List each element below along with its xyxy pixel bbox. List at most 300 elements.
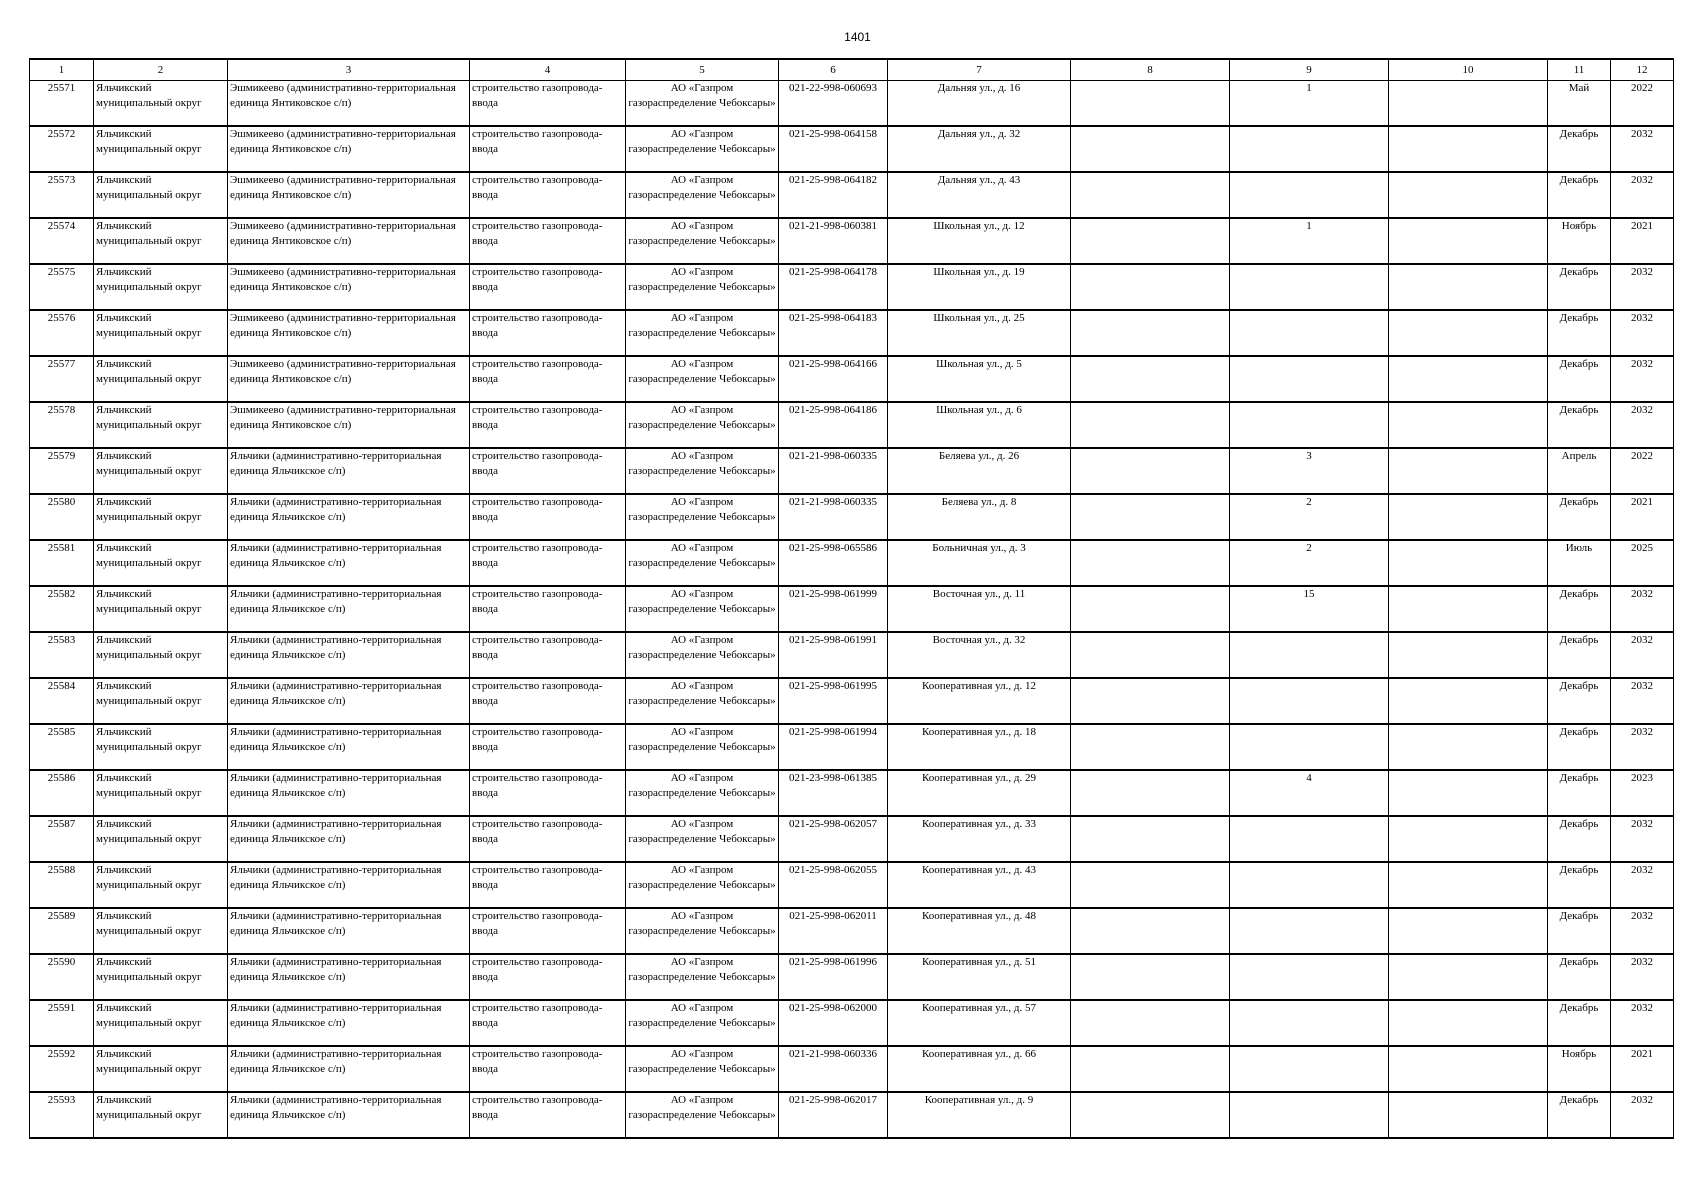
month-cell: Ноябрь: [1548, 218, 1611, 264]
address-cell: Кооперативная ул., д. 48: [888, 908, 1071, 954]
table-row: [30, 218, 1674, 264]
district-cell: Яльчикский муниципальный округ: [94, 540, 228, 586]
quantity-cell: 2: [1230, 540, 1389, 586]
month-cell: Ноябрь: [1548, 1046, 1611, 1092]
district-cell: Яльчикский муниципальный округ: [94, 908, 228, 954]
year-cell: 2032: [1611, 264, 1674, 310]
address-cell: Школьная ул., д. 12: [888, 218, 1071, 264]
row-number-cell: 25575: [30, 264, 94, 310]
settlement-cell: Эшмикеево (административно-территориальная единица Янтиковское с/п): [228, 356, 470, 402]
col10-cell: [1389, 632, 1548, 678]
col8-cell: [1071, 264, 1230, 310]
quantity-cell: 3: [1230, 448, 1389, 494]
table-row: [30, 678, 1674, 724]
page-number: 1401: [844, 30, 871, 44]
col8-cell: [1071, 356, 1230, 402]
object-code-cell: 021-25-998-064183: [779, 310, 888, 356]
row-number-cell: 25572: [30, 126, 94, 172]
address-cell: Кооперативная ул., д. 9: [888, 1092, 1071, 1138]
work-type-cell: строительство газопровода-ввода: [470, 81, 626, 127]
col10-cell: [1389, 448, 1548, 494]
col8-cell: [1071, 678, 1230, 724]
work-type-cell: строительство газопровода-ввода: [470, 724, 626, 770]
object-code-cell: 021-25-998-062017: [779, 1092, 888, 1138]
col10-cell: [1389, 724, 1548, 770]
district-cell: Яльчикский муниципальный округ: [94, 494, 228, 540]
table-row: [30, 862, 1674, 908]
col8-cell: [1071, 862, 1230, 908]
settlement-cell: Яльчики (административно-территориальная единица Яльчикское с/п): [228, 954, 470, 1000]
object-code-cell: 021-25-998-064178: [779, 264, 888, 310]
month-cell: Декабрь: [1548, 586, 1611, 632]
data-table: [29, 58, 1674, 1139]
settlement-cell: Яльчики (административно-территориальная единица Яльчикское с/п): [228, 724, 470, 770]
row-number-cell: 25577: [30, 356, 94, 402]
col10-cell: [1389, 1046, 1548, 1092]
object-code-cell: 021-25-998-062055: [779, 862, 888, 908]
table-row: [30, 1046, 1674, 1092]
settlement-cell: Яльчики (административно-территориальная единица Яльчикское с/п): [228, 586, 470, 632]
col8-cell: [1071, 1000, 1230, 1046]
district-cell: Яльчикский муниципальный округ: [94, 310, 228, 356]
year-cell: 2032: [1611, 1000, 1674, 1046]
table-row: [30, 172, 1674, 218]
column-header: 11: [1548, 59, 1611, 81]
row-number-cell: 25591: [30, 1000, 94, 1046]
district-cell: Яльчикский муниципальный округ: [94, 126, 228, 172]
col8-cell: [1071, 954, 1230, 1000]
object-code-cell: 021-25-998-065586: [779, 540, 888, 586]
settlement-cell: Эшмикеево (административно-территориальная единица Янтиковское с/п): [228, 172, 470, 218]
column-header: 5: [626, 59, 779, 81]
month-cell: Июль: [1548, 540, 1611, 586]
organization-cell: АО «Газпром газораспределение Чебоксары»: [626, 678, 779, 724]
quantity-cell: [1230, 126, 1389, 172]
work-type-cell: строительство газопровода-ввода: [470, 1046, 626, 1092]
object-code-cell: 021-25-998-064166: [779, 356, 888, 402]
year-cell: 2032: [1611, 1092, 1674, 1138]
quantity-cell: 15: [1230, 586, 1389, 632]
address-cell: Восточная ул., д. 32: [888, 632, 1071, 678]
year-cell: 2032: [1611, 816, 1674, 862]
work-type-cell: строительство газопровода-ввода: [470, 954, 626, 1000]
work-type-cell: строительство газопровода-ввода: [470, 586, 626, 632]
row-number-cell: 25573: [30, 172, 94, 218]
col10-cell: [1389, 172, 1548, 218]
quantity-cell: 2: [1230, 494, 1389, 540]
year-cell: 2032: [1611, 402, 1674, 448]
address-cell: Школьная ул., д. 25: [888, 310, 1071, 356]
organization-cell: АО «Газпром газораспределение Чебоксары»: [626, 264, 779, 310]
settlement-cell: Яльчики (административно-территориальная единица Яльчикское с/п): [228, 448, 470, 494]
row-number-cell: 25592: [30, 1046, 94, 1092]
work-type-cell: строительство газопровода-ввода: [470, 862, 626, 908]
month-cell: Декабрь: [1548, 264, 1611, 310]
row-number-cell: 25578: [30, 402, 94, 448]
organization-cell: АО «Газпром газораспределение Чебоксары»: [626, 908, 779, 954]
object-code-cell: 021-25-998-061995: [779, 678, 888, 724]
district-cell: Яльчикский муниципальный округ: [94, 954, 228, 1000]
address-cell: Школьная ул., д. 6: [888, 402, 1071, 448]
object-code-cell: 021-25-998-064186: [779, 402, 888, 448]
row-number-cell: 25587: [30, 816, 94, 862]
settlement-cell: Яльчики (административно-территориальная единица Яльчикское с/п): [228, 908, 470, 954]
district-cell: Яльчикский муниципальный округ: [94, 816, 228, 862]
settlement-cell: Эшмикеево (административно-территориальная единица Янтиковское с/п): [228, 402, 470, 448]
settlement-cell: Эшмикеево (административно-территориальная единица Янтиковское с/п): [228, 310, 470, 356]
district-cell: Яльчикский муниципальный округ: [94, 448, 228, 494]
col10-cell: [1389, 586, 1548, 632]
work-type-cell: строительство газопровода-ввода: [470, 126, 626, 172]
organization-cell: АО «Газпром газораспределение Чебоксары»: [626, 816, 779, 862]
organization-cell: АО «Газпром газораспределение Чебоксары»: [626, 402, 779, 448]
col8-cell: [1071, 310, 1230, 356]
object-code-cell: 021-25-998-062011: [779, 908, 888, 954]
quantity-cell: [1230, 954, 1389, 1000]
col10-cell: [1389, 494, 1548, 540]
organization-cell: АО «Газпром газораспределение Чебоксары»: [626, 172, 779, 218]
settlement-cell: Яльчики (административно-территориальная единица Яльчикское с/п): [228, 1046, 470, 1092]
quantity-cell: 1: [1230, 218, 1389, 264]
table-row: [30, 402, 1674, 448]
month-cell: Декабрь: [1548, 862, 1611, 908]
quantity-cell: [1230, 402, 1389, 448]
address-cell: Школьная ул., д. 5: [888, 356, 1071, 402]
address-cell: Дальняя ул., д. 16: [888, 81, 1071, 127]
work-type-cell: строительство газопровода-ввода: [470, 356, 626, 402]
quantity-cell: [1230, 310, 1389, 356]
table-row: [30, 126, 1674, 172]
settlement-cell: Яльчики (административно-территориальная единица Яльчикское с/п): [228, 816, 470, 862]
work-type-cell: строительство газопровода-ввода: [470, 448, 626, 494]
quantity-cell: [1230, 1092, 1389, 1138]
month-cell: Декабрь: [1548, 632, 1611, 678]
organization-cell: АО «Газпром газораспределение Чебоксары»: [626, 540, 779, 586]
month-cell: Май: [1548, 81, 1611, 127]
work-type-cell: строительство газопровода-ввода: [470, 816, 626, 862]
district-cell: Яльчикский муниципальный округ: [94, 1046, 228, 1092]
col8-cell: [1071, 770, 1230, 816]
col10-cell: [1389, 126, 1548, 172]
table-row: [30, 356, 1674, 402]
col8-cell: [1071, 126, 1230, 172]
col8-cell: [1071, 448, 1230, 494]
table-row: [30, 724, 1674, 770]
col10-cell: [1389, 908, 1548, 954]
district-cell: Яльчикский муниципальный округ: [94, 402, 228, 448]
table-body: [30, 81, 1674, 1139]
quantity-cell: [1230, 1046, 1389, 1092]
col10-cell: [1389, 356, 1548, 402]
row-number-cell: 25574: [30, 218, 94, 264]
object-code-cell: 021-21-998-060335: [779, 448, 888, 494]
work-type-cell: строительство газопровода-ввода: [470, 402, 626, 448]
organization-cell: АО «Газпром газораспределение Чебоксары»: [626, 126, 779, 172]
work-type-cell: строительство газопровода-ввода: [470, 1092, 626, 1138]
row-number-cell: 25584: [30, 678, 94, 724]
row-number-cell: 25581: [30, 540, 94, 586]
month-cell: Декабрь: [1548, 908, 1611, 954]
settlement-cell: Яльчики (административно-территориальная единица Яльчикское с/п): [228, 678, 470, 724]
year-cell: 2021: [1611, 1046, 1674, 1092]
month-cell: Декабрь: [1548, 724, 1611, 770]
organization-cell: АО «Газпром газораспределение Чебоксары»: [626, 586, 779, 632]
month-cell: Декабрь: [1548, 678, 1611, 724]
quantity-cell: [1230, 356, 1389, 402]
district-cell: Яльчикский муниципальный округ: [94, 1092, 228, 1138]
district-cell: Яльчикский муниципальный округ: [94, 724, 228, 770]
row-number-cell: 25585: [30, 724, 94, 770]
organization-cell: АО «Газпром газораспределение Чебоксары»: [626, 310, 779, 356]
table-row: [30, 1092, 1674, 1138]
work-type-cell: строительство газопровода-ввода: [470, 1000, 626, 1046]
year-cell: 2032: [1611, 632, 1674, 678]
quantity-cell: [1230, 172, 1389, 218]
row-number-cell: 25593: [30, 1092, 94, 1138]
col10-cell: [1389, 954, 1548, 1000]
address-cell: Дальняя ул., д. 32: [888, 126, 1071, 172]
work-type-cell: строительство газопровода-ввода: [470, 172, 626, 218]
organization-cell: АО «Газпром газораспределение Чебоксары»: [626, 494, 779, 540]
year-cell: 2022: [1611, 81, 1674, 127]
col8-cell: [1071, 724, 1230, 770]
work-type-cell: строительство газопровода-ввода: [470, 540, 626, 586]
year-cell: 2025: [1611, 540, 1674, 586]
object-code-cell: 021-21-998-060336: [779, 1046, 888, 1092]
organization-cell: АО «Газпром газораспределение Чебоксары»: [626, 218, 779, 264]
object-code-cell: 021-25-998-061994: [779, 724, 888, 770]
quantity-cell: 4: [1230, 770, 1389, 816]
organization-cell: АО «Газпром газораспределение Чебоксары»: [626, 1046, 779, 1092]
year-cell: 2021: [1611, 494, 1674, 540]
col10-cell: [1389, 770, 1548, 816]
work-type-cell: строительство газопровода-ввода: [470, 218, 626, 264]
col10-cell: [1389, 1000, 1548, 1046]
column-header: 4: [470, 59, 626, 81]
column-header: 7: [888, 59, 1071, 81]
col10-cell: [1389, 816, 1548, 862]
year-cell: 2023: [1611, 770, 1674, 816]
col8-cell: [1071, 1046, 1230, 1092]
quantity-cell: [1230, 724, 1389, 770]
row-number-cell: 25580: [30, 494, 94, 540]
object-code-cell: 021-22-998-060693: [779, 81, 888, 127]
settlement-cell: Яльчики (административно-территориальная единица Яльчикское с/п): [228, 540, 470, 586]
object-code-cell: 021-21-998-060335: [779, 494, 888, 540]
column-header: 12: [1611, 59, 1674, 81]
object-code-cell: 021-25-998-061999: [779, 586, 888, 632]
column-header: 6: [779, 59, 888, 81]
work-type-cell: строительство газопровода-ввода: [470, 494, 626, 540]
month-cell: Декабрь: [1548, 402, 1611, 448]
col10-cell: [1389, 678, 1548, 724]
object-code-cell: 021-25-998-061991: [779, 632, 888, 678]
object-code-cell: 021-23-998-061385: [779, 770, 888, 816]
year-cell: 2022: [1611, 448, 1674, 494]
col8-cell: [1071, 816, 1230, 862]
settlement-cell: Яльчики (административно-территориальная единица Яльчикское с/п): [228, 1092, 470, 1138]
settlement-cell: Эшмикеево (административно-территориальная единица Янтиковское с/п): [228, 126, 470, 172]
address-cell: Кооперативная ул., д. 12: [888, 678, 1071, 724]
year-cell: 2021: [1611, 218, 1674, 264]
row-number-cell: 25576: [30, 310, 94, 356]
organization-cell: АО «Газпром газораспределение Чебоксары»: [626, 954, 779, 1000]
col8-cell: [1071, 908, 1230, 954]
address-cell: Кооперативная ул., д. 43: [888, 862, 1071, 908]
year-cell: 2032: [1611, 126, 1674, 172]
address-cell: Кооперативная ул., д. 57: [888, 1000, 1071, 1046]
work-type-cell: строительство газопровода-ввода: [470, 770, 626, 816]
quantity-cell: [1230, 1000, 1389, 1046]
address-cell: Школьная ул., д. 19: [888, 264, 1071, 310]
object-code-cell: 021-25-998-062000: [779, 1000, 888, 1046]
month-cell: Декабрь: [1548, 770, 1611, 816]
settlement-cell: Эшмикеево (административно-территориальная единица Янтиковское с/п): [228, 81, 470, 127]
object-code-cell: 021-21-998-060381: [779, 218, 888, 264]
organization-cell: АО «Газпром газораспределение Чебоксары»: [626, 356, 779, 402]
row-number-cell: 25571: [30, 81, 94, 127]
month-cell: Декабрь: [1548, 1000, 1611, 1046]
quantity-cell: [1230, 678, 1389, 724]
settlement-cell: Яльчики (административно-территориальная единица Яльчикское с/п): [228, 862, 470, 908]
address-cell: Кооперативная ул., д. 51: [888, 954, 1071, 1000]
col8-cell: [1071, 172, 1230, 218]
column-header: 2: [94, 59, 228, 81]
year-cell: 2032: [1611, 586, 1674, 632]
address-cell: Беляева ул., д. 8: [888, 494, 1071, 540]
address-cell: Больничная ул., д. 3: [888, 540, 1071, 586]
district-cell: Яльчикский муниципальный округ: [94, 632, 228, 678]
col10-cell: [1389, 264, 1548, 310]
organization-cell: АО «Газпром газораспределение Чебоксары»: [626, 1000, 779, 1046]
address-cell: Беляева ул., д. 26: [888, 448, 1071, 494]
year-cell: 2032: [1611, 310, 1674, 356]
col8-cell: [1071, 586, 1230, 632]
address-cell: Кооперативная ул., д. 66: [888, 1046, 1071, 1092]
quantity-cell: [1230, 908, 1389, 954]
month-cell: Апрель: [1548, 448, 1611, 494]
object-code-cell: 021-25-998-062057: [779, 816, 888, 862]
organization-cell: АО «Газпром газораспределение Чебоксары»: [626, 1092, 779, 1138]
year-cell: 2032: [1611, 954, 1674, 1000]
district-cell: Яльчикский муниципальный округ: [94, 81, 228, 127]
col10-cell: [1389, 310, 1548, 356]
quantity-cell: [1230, 632, 1389, 678]
month-cell: Декабрь: [1548, 172, 1611, 218]
organization-cell: АО «Газпром газораспределение Чебоксары»: [626, 632, 779, 678]
organization-cell: АО «Газпром газораспределение Чебоксары»: [626, 724, 779, 770]
month-cell: Декабрь: [1548, 126, 1611, 172]
year-cell: 2032: [1611, 908, 1674, 954]
column-header: 9: [1230, 59, 1389, 81]
work-type-cell: строительство газопровода-ввода: [470, 678, 626, 724]
table-row: [30, 540, 1674, 586]
table-row: [30, 770, 1674, 816]
col8-cell: [1071, 540, 1230, 586]
table-row: [30, 1000, 1674, 1046]
district-cell: Яльчикский муниципальный округ: [94, 678, 228, 724]
year-cell: 2032: [1611, 724, 1674, 770]
table-row: [30, 632, 1674, 678]
row-number-cell: 25588: [30, 862, 94, 908]
col8-cell: [1071, 494, 1230, 540]
column-header: 1: [30, 59, 94, 81]
work-type-cell: строительство газопровода-ввода: [470, 908, 626, 954]
district-cell: Яльчикский муниципальный округ: [94, 218, 228, 264]
quantity-cell: 1: [1230, 81, 1389, 127]
district-cell: Яльчикский муниципальный округ: [94, 264, 228, 310]
table-row: [30, 494, 1674, 540]
organization-cell: АО «Газпром газораспределение Чебоксары»: [626, 448, 779, 494]
col8-cell: [1071, 1092, 1230, 1138]
month-cell: Декабрь: [1548, 816, 1611, 862]
settlement-cell: Яльчики (административно-территориальная единица Яльчикское с/п): [228, 494, 470, 540]
district-cell: Яльчикский муниципальный округ: [94, 356, 228, 402]
col10-cell: [1389, 862, 1548, 908]
organization-cell: АО «Газпром газораспределение Чебоксары»: [626, 862, 779, 908]
table-row: [30, 586, 1674, 632]
column-header: 10: [1389, 59, 1548, 81]
col10-cell: [1389, 402, 1548, 448]
col8-cell: [1071, 402, 1230, 448]
table-row: [30, 954, 1674, 1000]
col8-cell: [1071, 81, 1230, 127]
organization-cell: АО «Газпром газораспределение Чебоксары»: [626, 770, 779, 816]
table-row: [30, 81, 1674, 127]
table-row: [30, 908, 1674, 954]
table-row: [30, 264, 1674, 310]
year-cell: 2032: [1611, 172, 1674, 218]
row-number-cell: 25579: [30, 448, 94, 494]
settlement-cell: Яльчики (административно-территориальная единица Яльчикское с/п): [228, 632, 470, 678]
header-row: [30, 59, 1674, 81]
table-row: [30, 310, 1674, 356]
col8-cell: [1071, 632, 1230, 678]
year-cell: 2032: [1611, 356, 1674, 402]
col10-cell: [1389, 218, 1548, 264]
col10-cell: [1389, 540, 1548, 586]
col8-cell: [1071, 218, 1230, 264]
row-number-cell: 25589: [30, 908, 94, 954]
settlement-cell: Яльчики (административно-территориальная единица Яльчикское с/п): [228, 1000, 470, 1046]
settlement-cell: Эшмикеево (административно-территориальная единица Янтиковское с/п): [228, 264, 470, 310]
work-type-cell: строительство газопровода-ввода: [470, 310, 626, 356]
table-row: [30, 448, 1674, 494]
address-cell: Дальняя ул., д. 43: [888, 172, 1071, 218]
row-number-cell: 25582: [30, 586, 94, 632]
month-cell: Декабрь: [1548, 1092, 1611, 1138]
object-code-cell: 021-25-998-064158: [779, 126, 888, 172]
table-row: [30, 816, 1674, 862]
district-cell: Яльчикский муниципальный округ: [94, 586, 228, 632]
row-number-cell: 25586: [30, 770, 94, 816]
object-code-cell: 021-25-998-061996: [779, 954, 888, 1000]
row-number-cell: 25590: [30, 954, 94, 1000]
quantity-cell: [1230, 264, 1389, 310]
row-number-cell: 25583: [30, 632, 94, 678]
column-header: 8: [1071, 59, 1230, 81]
col10-cell: [1389, 1092, 1548, 1138]
work-type-cell: строительство газопровода-ввода: [470, 264, 626, 310]
month-cell: Декабрь: [1548, 494, 1611, 540]
col10-cell: [1389, 81, 1548, 127]
settlement-cell: Яльчики (административно-территориальная единица Яльчикское с/п): [228, 770, 470, 816]
address-cell: Кооперативная ул., д. 33: [888, 816, 1071, 862]
settlement-cell: Эшмикеево (административно-территориальная единица Янтиковское с/п): [228, 218, 470, 264]
quantity-cell: [1230, 816, 1389, 862]
address-cell: Кооперативная ул., д. 29: [888, 770, 1071, 816]
district-cell: Яльчикский муниципальный округ: [94, 172, 228, 218]
